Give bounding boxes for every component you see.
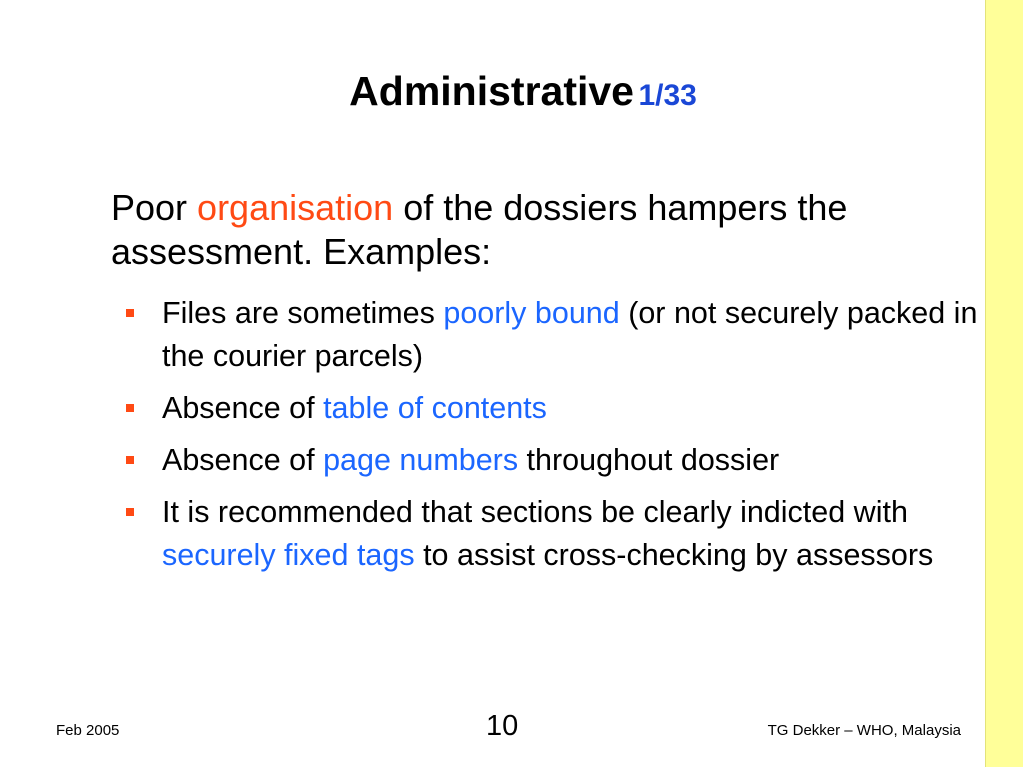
intro-highlight: organisation [197, 187, 394, 228]
bullet-text: It is recommended that sections be clearly indicted with [162, 495, 908, 529]
bullet-item-binding [111, 292, 981, 378]
bullet-text: Absence of [162, 443, 324, 477]
bullet-highlight: page numbers [323, 443, 519, 477]
bullet-text: Absence of [162, 391, 324, 425]
slide-title [0, 68, 1023, 115]
bullet-text-end: to assist cross-checking by assessors [414, 538, 934, 572]
title-text: Administrative [349, 68, 634, 114]
bullet-text-end: (or not securely packed in the courier parcels) [162, 296, 978, 373]
square-bullet-icon [126, 456, 134, 464]
bullet-list [111, 292, 981, 586]
footer-date: Feb 2005 [56, 722, 120, 739]
intro-paragraph [111, 186, 971, 274]
footer-author: TG Dekker – WHO, Malaysia [767, 722, 961, 739]
bullet-item-page-numbers [111, 439, 981, 482]
bullet-highlight: poorly bound [443, 296, 620, 330]
side-bar [986, 0, 1023, 767]
square-bullet-icon [126, 309, 134, 317]
bullet-text: Files are sometimes [162, 296, 444, 330]
bullet-item-contents [111, 387, 981, 430]
intro-text-end: of the dossiers hampers the assessment. Examples: [111, 187, 848, 272]
bullet-highlight: table of contents [323, 391, 547, 425]
bullet-text-end: throughout dossier [518, 443, 780, 477]
bullet-item-tags [111, 491, 981, 577]
slide-counter: 1/33 [638, 79, 697, 112]
square-bullet-icon [126, 508, 134, 516]
bullet-highlight: securely fixed tags [162, 538, 415, 572]
footer-page-number: 10 [486, 710, 519, 742]
intro-text-start: Poor [111, 187, 198, 228]
square-bullet-icon [126, 404, 134, 412]
